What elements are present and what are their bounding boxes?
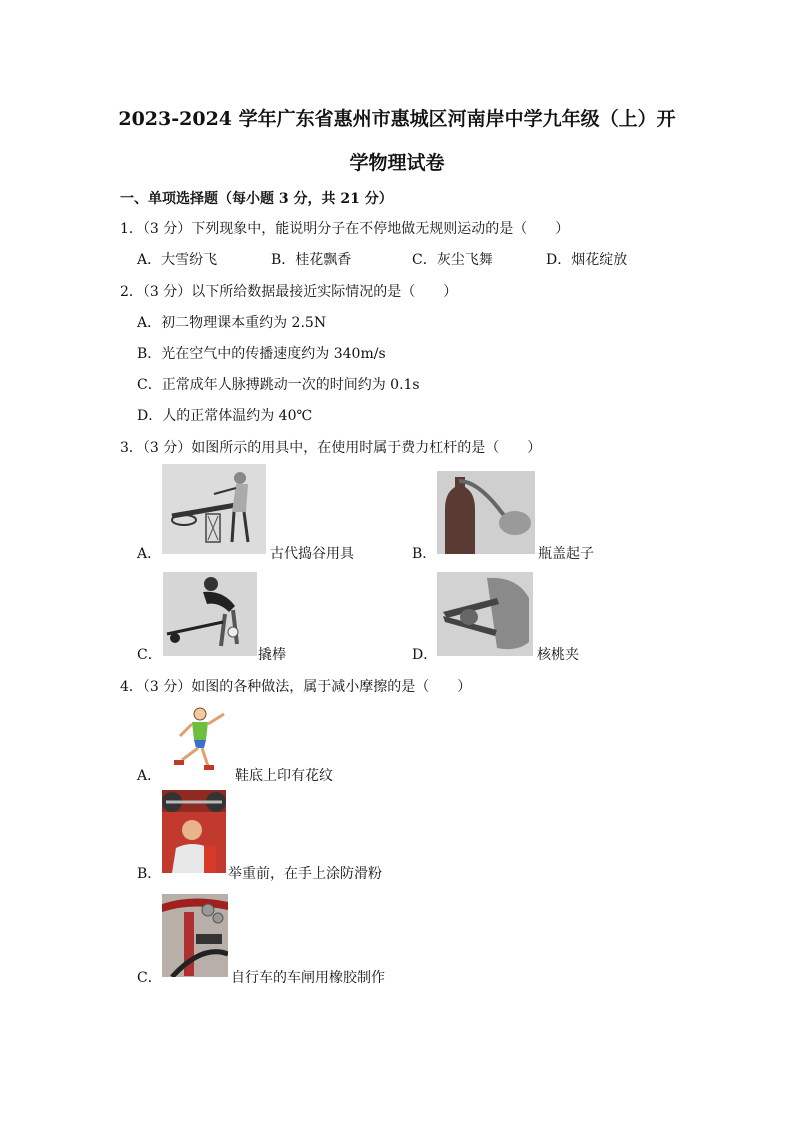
- bottle-opener-image: [437, 471, 535, 554]
- bicycle-brake-image: [162, 894, 228, 977]
- q2-option-d: D．人的正常体温约为 40℃: [137, 408, 313, 424]
- q3-option-c-letter: C．: [137, 647, 162, 663]
- q1-option-a: A．大雪纷飞: [137, 252, 218, 268]
- q4-option-a-caption: 鞋底上印有花纹: [235, 768, 333, 784]
- q2-option-c: C．正常成年人脉搏跳动一次的时间约为 0.1s: [137, 377, 420, 393]
- q3-option-d-letter: D．: [412, 647, 438, 663]
- page-title: 2023-2024 学年广东省惠州市惠城区河南岸中学九年级（上）开: [118, 108, 676, 130]
- weightlifter-image: [162, 790, 226, 873]
- q4-option-c-caption: 自行车的车闸用橡胶制作: [231, 970, 385, 986]
- nutcracker-image: [437, 572, 533, 656]
- q2-option-b: B．光在空气中的传播速度约为 340m/s: [137, 346, 386, 362]
- q3-option-b-caption: 瓶盖起子: [538, 546, 594, 562]
- q4-option-a-letter: A．: [137, 768, 162, 784]
- question-4-stem: 4．（3 分）如图的各种做法，属于减小摩擦的是（ ）: [120, 679, 472, 695]
- page-title-line2: 学物理试卷: [349, 152, 445, 174]
- runner-image: [162, 704, 234, 772]
- question-3-stem: 3．（3 分）如图所示的用具中，在使用时属于费力杠杆的是（ ）: [120, 440, 542, 456]
- q2-option-a: A．初二物理课本重约为 2.5N: [137, 315, 327, 331]
- q1-option-c: C．灰尘飞舞: [412, 252, 493, 268]
- grain-pounder-image: [162, 464, 266, 554]
- q3-option-c-caption: 撬棒: [258, 647, 286, 663]
- q3-option-b-letter: B．: [412, 546, 437, 562]
- q3-option-a-caption: 古代捣谷用具: [270, 546, 354, 562]
- q1-option-b: B．桂花飘香: [271, 252, 352, 268]
- q4-option-b-caption: 举重前，在手上涂防滑粉: [228, 866, 382, 882]
- question-1-stem: 1．（3 分）下列现象中，能说明分子在不停地做无规则运动的是（ ）: [120, 221, 570, 237]
- question-2-stem: 2．（3 分）以下所给数据最接近实际情况的是（ ）: [120, 284, 458, 300]
- section-heading: 一、单项选择题（每小题 3 分，共 21 分）: [120, 191, 393, 207]
- crowbar-image: [163, 572, 257, 656]
- q3-option-a-letter: A．: [137, 546, 162, 562]
- q3-option-d-caption: 核桃夹: [537, 647, 579, 663]
- q1-option-d: D．烟花绽放: [546, 252, 628, 268]
- q4-option-b-letter: B．: [137, 866, 162, 882]
- q4-option-c-letter: C．: [137, 970, 162, 986]
